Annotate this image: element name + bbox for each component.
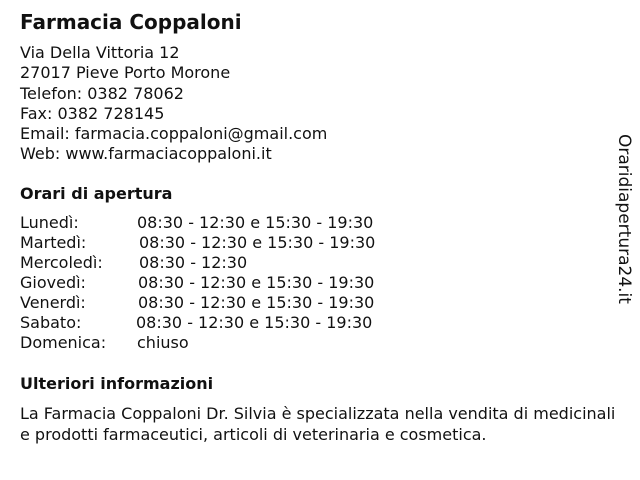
email-address: Email: farmacia.coppaloni@gmail.com	[20, 124, 328, 144]
time-value: 08:30 - 12:30 e 15:30 - 19:30	[138, 273, 375, 292]
hours-heading: Orari di apertura	[20, 184, 173, 203]
day-label: Lunedì:	[20, 213, 79, 232]
time-value: 08:30 - 12:30 e 15:30 - 19:30	[139, 233, 376, 252]
website-address: Web: www.farmaciacoppaloni.it	[20, 144, 272, 164]
contact-block	[20, 43, 580, 165]
hours-row-wednesday	[20, 253, 580, 273]
day-label: Giovedì:	[20, 273, 86, 292]
hours-row-thursday	[20, 273, 580, 293]
time-value: chiuso	[137, 333, 189, 352]
hours-row-monday	[20, 213, 580, 233]
hours-row-saturday	[20, 313, 580, 333]
hours-row-tuesday	[20, 233, 580, 253]
hours-row-friday	[20, 293, 580, 313]
address-street: Via Della Vittoria 12	[20, 43, 180, 62]
opening-hours-table	[20, 213, 580, 353]
time-value: 08:30 - 12:30 e 15:30 - 19:30	[138, 293, 375, 312]
time-value: 08:30 - 12:30 e 15:30 - 19:30	[136, 313, 373, 332]
time-value: 08:30 - 12:30	[139, 253, 248, 272]
address-city: 27017 Pieve Porto Morone	[20, 63, 231, 83]
info-heading: Ulteriori informazioni	[20, 374, 214, 393]
day-label: Martedì:	[20, 233, 87, 252]
day-label: Domenica:	[20, 333, 107, 352]
pharmacy-name: Farmacia Coppaloni	[20, 10, 242, 34]
info-description: La Farmacia Coppaloni Dr. Silvia è specializzata nella vendita di medicinali e prodotti farmaceutici, articoli di veterinaria e cosmetica.	[20, 404, 616, 444]
hours-row-sunday	[20, 333, 580, 353]
watermark-text: Oraridiapertura24.it	[614, 134, 634, 304]
fax-number: Fax: 0382 728145	[20, 103, 165, 123]
day-label: Venerdì:	[20, 293, 86, 312]
day-label: Mercoledì:	[20, 253, 103, 272]
time-value: 08:30 - 12:30 e 15:30 - 19:30	[137, 213, 374, 232]
day-label: Sabato:	[20, 313, 82, 332]
phone-number: Telefon: 0382 78062	[20, 83, 184, 103]
